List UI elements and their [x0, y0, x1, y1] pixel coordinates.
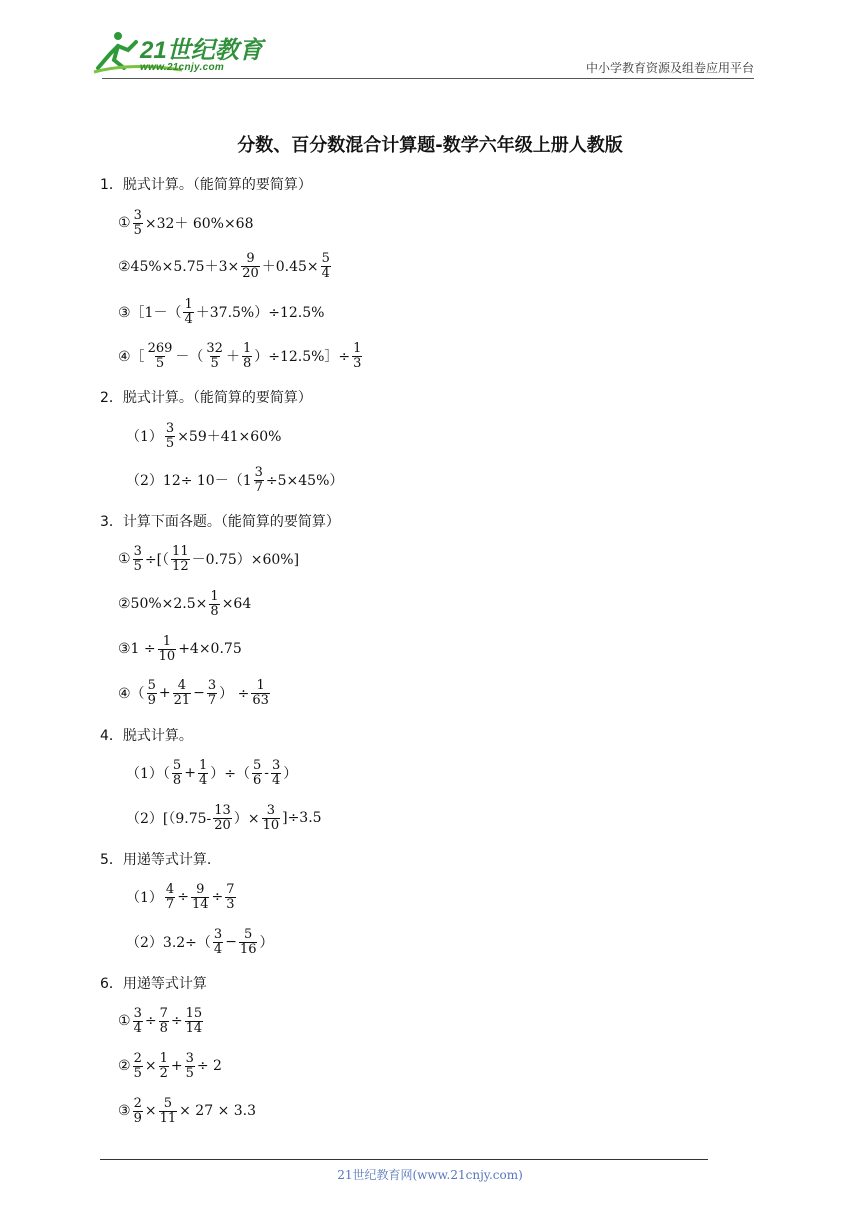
- logo-text: 21世纪教育: [140, 37, 263, 64]
- question-5-label: 5．用递等式计算.: [100, 852, 212, 868]
- q3-item-4: ④（ $\frac{5}{9}$ + $\frac{4}{21}$ − $\frac{3}{7}$ ） ÷ $\frac{1}{63}$: [118, 678, 269, 708]
- fraction: $\frac{11}{12}$: [172, 544, 189, 574]
- fraction: $\frac{7}{3}$: [226, 882, 235, 912]
- fraction: $\frac{1}{63}$: [252, 678, 269, 708]
- fraction: $\frac{5}{16}$: [239, 927, 257, 957]
- question-1-label: 1．脱式计算。（能简算的要简算）: [100, 177, 312, 193]
- fraction: $\frac{1}{8}$: [210, 589, 219, 619]
- fraction: $\frac{5}{6}$: [252, 758, 262, 788]
- fraction: $\frac{9}{20}$: [242, 251, 259, 281]
- fraction: $\frac{13}{20}$: [214, 803, 231, 833]
- platform-name: 中小学教育资源及组卷应用平台: [585, 61, 754, 75]
- q6-item-2: ② $\frac{2}{5}$ × $\frac{1}{2}$ + $\frac{3}{5}$ ÷ 2: [118, 1051, 222, 1081]
- q5-item-2: （2）3.2÷（ $\frac{3}{4}$ − $\frac{5}{16}$ ）: [126, 927, 274, 957]
- fraction: $\frac{4}{21}$: [173, 678, 191, 708]
- fraction: $\frac{3}{4}$: [271, 758, 281, 788]
- q4-item-2: （2）[（9.75- $\frac{13}{20}$ ）× $\frac{3}{10}$ ]÷3.5: [126, 803, 322, 833]
- question-4-label: 4．脱式计算。: [100, 728, 193, 744]
- q2-item-1: （1） $\frac{3}{5}$ ×59＋41×60%: [126, 421, 282, 451]
- q3-item-1: ① $\frac{3}{5}$ ÷[（ $\frac{11}{12}$ －0.75）×60%]: [118, 544, 300, 574]
- fraction: $\frac{3}{4}$: [133, 1006, 142, 1036]
- q1-item-3: ③［1－（ $\frac{1}{4}$ ＋37.5%）÷12.5%: [118, 297, 325, 327]
- question-2-label: 2．脱式计算。（能简算的要简算）: [100, 390, 312, 406]
- page-header: [0, 0, 860, 90]
- fraction: $\frac{3}{7}$: [207, 678, 217, 708]
- footer-divider: [100, 1159, 708, 1160]
- fraction: $\frac{3}{4}$: [213, 927, 223, 957]
- logo-url: www.21cnjy.com: [140, 62, 225, 73]
- logo: [92, 28, 272, 80]
- q1-item-1: ① $\frac{3}{5}$ ×32＋ 60%×68: [118, 208, 254, 238]
- fraction: $\frac{3}{7}$: [254, 465, 263, 495]
- footer-text: 21世纪教育网(www.21cnjy.com): [337, 1168, 523, 1182]
- fraction: $\frac{269}{5}$: [147, 341, 173, 371]
- fraction: $\frac{3}{5}$: [185, 1051, 194, 1081]
- q6-item-1: ① $\frac{3}{4}$ ÷ $\frac{7}{8}$ ÷ $\frac{15}{14}$: [118, 1006, 203, 1036]
- fraction: $\frac{1}{4}$: [198, 758, 208, 788]
- q1-item-2: ②45%×5.75＋3× $\frac{9}{20}$ ＋0.45× $\frac{5}{4}$: [118, 251, 330, 281]
- fraction: $\frac{5}{9}$: [147, 678, 156, 708]
- page-title: 分数、百分数混合计算题-数学六年级上册人教版: [237, 135, 623, 156]
- fraction: $\frac{5}{11}$: [159, 1096, 177, 1126]
- fraction: $\frac{3}{5}$: [133, 544, 142, 574]
- q3-item-2: ②50%×2.5× $\frac{1}{8}$ ×64: [118, 589, 252, 619]
- fraction: $\frac{1}{8}$: [242, 341, 252, 371]
- fraction: $\frac{32}{5}$: [206, 341, 223, 371]
- fraction: $\frac{9}{14}$: [191, 882, 209, 912]
- fraction: $\frac{3}{10}$: [262, 803, 280, 833]
- fraction: $\frac{7}{8}$: [159, 1006, 168, 1036]
- fraction: $\frac{2}{5}$: [133, 1051, 142, 1081]
- header-divider: [102, 78, 754, 79]
- fraction: $\frac{1}{4}$: [184, 297, 193, 327]
- question-6-label: 6．用递等式计算: [100, 976, 207, 992]
- fraction: $\frac{4}{7}$: [165, 882, 175, 912]
- fraction: $\frac{2}{9}$: [133, 1096, 142, 1126]
- fraction: $\frac{3}{5}$: [133, 208, 142, 238]
- fraction: $\frac{15}{14}$: [185, 1006, 203, 1036]
- q6-item-3: ③ $\frac{2}{9}$ × $\frac{5}{11}$ × 27 × 3.3: [118, 1096, 257, 1126]
- q5-item-1: （1） $\frac{4}{7}$ ÷ $\frac{9}{14}$ ÷ $\frac{7}{3}$: [126, 882, 235, 912]
- q1-item-4: ④［ $\frac{269}{5}$ －（ $\frac{32}{5}$ ＋ $\frac{1}{8}$ ）÷12.5%］÷ $\frac{1}{3}$: [118, 341, 362, 371]
- fraction: $\frac{5}{8}$: [172, 758, 182, 788]
- fraction: $\frac{5}{4}$: [321, 251, 330, 281]
- q4-item-1: （1）（ $\frac{5}{8}$ + $\frac{1}{4}$ ）÷（ $\frac{5}{6}$ - $\frac{3}{4}$ ）: [126, 758, 298, 788]
- fraction: $\frac{1}{2}$: [159, 1051, 168, 1081]
- fraction: $\frac{1}{3}$: [353, 341, 362, 371]
- q2-item-2: （2）12÷ 10－（1 $\frac{3}{7}$ ÷5×45%）: [126, 465, 344, 495]
- q3-item-3: ③1 ÷ $\frac{1}{10}$ +4×0.75: [118, 634, 242, 664]
- fraction: $\frac{3}{5}$: [165, 421, 175, 451]
- fraction: $\frac{1}{10}$: [158, 634, 176, 664]
- question-3-label: 3．计算下面各题。（能简算的要简算）: [100, 514, 340, 530]
